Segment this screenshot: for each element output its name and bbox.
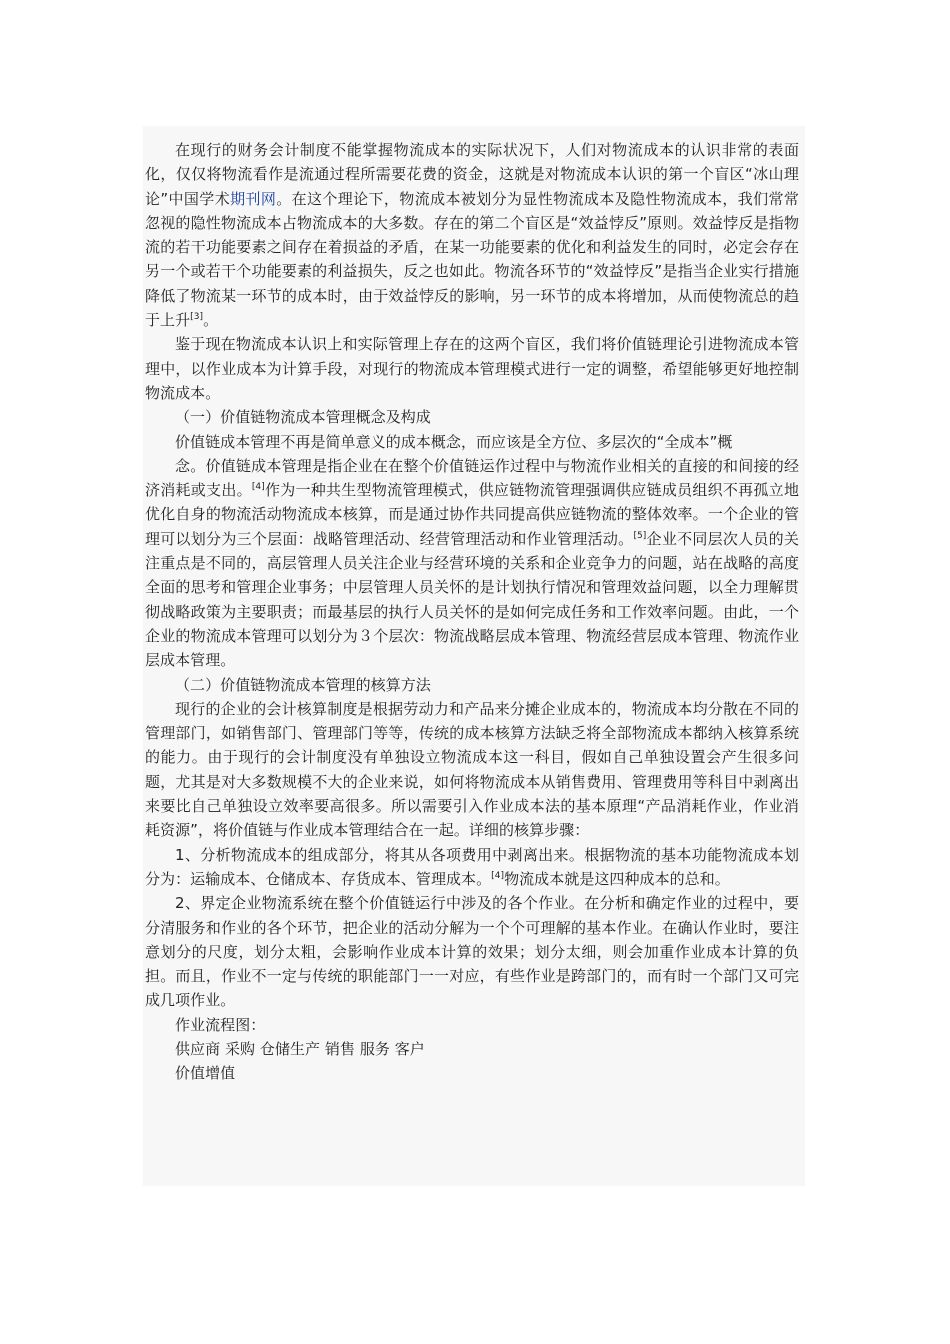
section-heading-1: （一）价值链物流成本管理概念及构成 bbox=[175, 408, 431, 427]
paragraph-3: 价值链成本管理不再是简单意义的成本概念，而应该是全方位、多层次的“全成本”概 bbox=[175, 432, 733, 451]
paragraph-1-text-c: 。 bbox=[203, 311, 219, 330]
paragraph-2: 鉴于现在物流成本认识上和实际管理上存在的这两个盲区，我们将价值链理论引进物流成本管理中，以作业成本为计算手段，对现行的物流成本管理模式进行一定的调整，希望能够更好地控制物流成本。 bbox=[145, 335, 799, 402]
paragraph-4 bbox=[145, 454, 799, 673]
article-body bbox=[145, 138, 799, 1086]
paragraph-6-text-a: 1、分析物流成本的组成部分，将其从各项费用中剥离出来。根据物流的基本功能物流成本划分为：运输成本、仓储成本、存货成本、管理成本。 bbox=[145, 845, 799, 888]
citation-ref: [5] bbox=[633, 530, 647, 541]
flowchart-steps: 供应商 采购 仓储生产 销售 服务 客户 bbox=[175, 1039, 425, 1058]
section-heading-2: （二）价值链物流成本管理的核算方法 bbox=[175, 675, 431, 694]
value-added-label: 价值增值 bbox=[175, 1064, 236, 1083]
paragraph-4-text-b: 作为一种共生型物流管理模式，供应链物流管理强调供应链成员组织不再孤立地优化自身的物流活动物流成本核算，而是通过协作共同提高供应链物流的整体效率。一个企业的管理可以划分为三个层面：战略管理活动、经营管理活动和作业管理活动。 bbox=[145, 481, 799, 548]
paragraph-4-text-a: 念。价值链成本管理是指企业在在整个价值链运作过程中与物流作业相关的直接的和间接的经济消耗或支出。 bbox=[145, 456, 799, 500]
citation-ref: [3] bbox=[190, 312, 204, 323]
paragraph-1 bbox=[145, 138, 799, 332]
paragraph-5: 现行的企业的会计核算制度是根据劳动力和产品来分摊企业成本的，物流成本均分散在不同的管理部门，如销售部门、管理部门等等，传统的成本核算方法缺乏将全部物流成本都纳入核算系统的能力。由于现行的会计制度没有单独设立物流成本这一科目，假如自己单独设置会产生很多问题，尤其是对大多数规模不大的企业来说，如何将物流成本从销售费用、管理费用等科目中剥离出来要比自己单独设立效率要高很多。所以需要引入作业成本法的基本原理“产品消耗作业，作业消耗资源”，将价值链与作业成本管理结合在一起。详细的核算步骤： bbox=[145, 699, 799, 840]
journal-network-link[interactable]: 期刊网 bbox=[230, 189, 277, 208]
citation-ref: [4] bbox=[251, 482, 265, 493]
paragraph-1-text-b: 。在这个理论下，物流成本被划分为显性物流成本及隐性物流成本，我们常常忽视的隐性物流成本占物流成本的大多数。存在的第二个盲区是“效益悖反”原则。效益悖反是指物流的若干功能要素之间存在着损益的矛盾，在某一功能要素的优化和利益发生的同时，必定会存在另一个或若干个功能要素的利益损失，反之也如此。物流各环节的“效益悖反”是指当企业实行措施降低了物流某一环节的成本时，由于效益悖反的影响，另一环节的成本将增加，从而使物流总的趋于上升 bbox=[145, 189, 799, 330]
paragraph-6-text-b: 物流成本就是这四种成本的总和。 bbox=[504, 869, 730, 888]
citation-ref: [4] bbox=[491, 870, 505, 881]
paragraph-6 bbox=[145, 843, 799, 892]
paragraph-7: 2、界定企业物流系统在整个价值链运行中涉及的各个作业。在分析和确定作业的过程中，要分清服务和作业的各个环节，把企业的活动分解为一个个可理解的基本作业。在确认作业时，要注意划分的尺度，划分太粗，会影响作业成本计算的效果；划分太细，则会加重作业成本计算的负担。而且，作业不一定与传统的职能部门一一对应，有些作业是跨部门的，而有时一个部门又可完成几项作业。 bbox=[145, 894, 799, 1010]
paragraph-1-text-a: 在现行的财务会计制度不能掌握物流成本的实际状况下，人们对物流成本的认识非常的表面化，仅仅将物流看作是流通过程所需要花费的资金，这就是对物流成本认识的第一个盲区“冰山理论”中国学术 bbox=[145, 141, 799, 208]
flowchart-title: 作业流程图： bbox=[175, 1015, 266, 1034]
paragraph-4-text-c: 企业不同层次人员的关注重点是不同的，高层管理人员关注企业与经营环境的关系和企业竞争力的问题，站在战略的高度全面的思考和管理企业事务；中层管理人员关怀的是计划执行情况和管理效益问题，以全力理解贯彻战略政策为主要职责；而最基层的执行人员关怀的是如何完成任务和工作效率问题。由此，一个企业的物流成本管理可以划分为３个层次：物流战略层成本管理、物流经营层成本管理、物流作业层成本管理。 bbox=[145, 529, 799, 670]
